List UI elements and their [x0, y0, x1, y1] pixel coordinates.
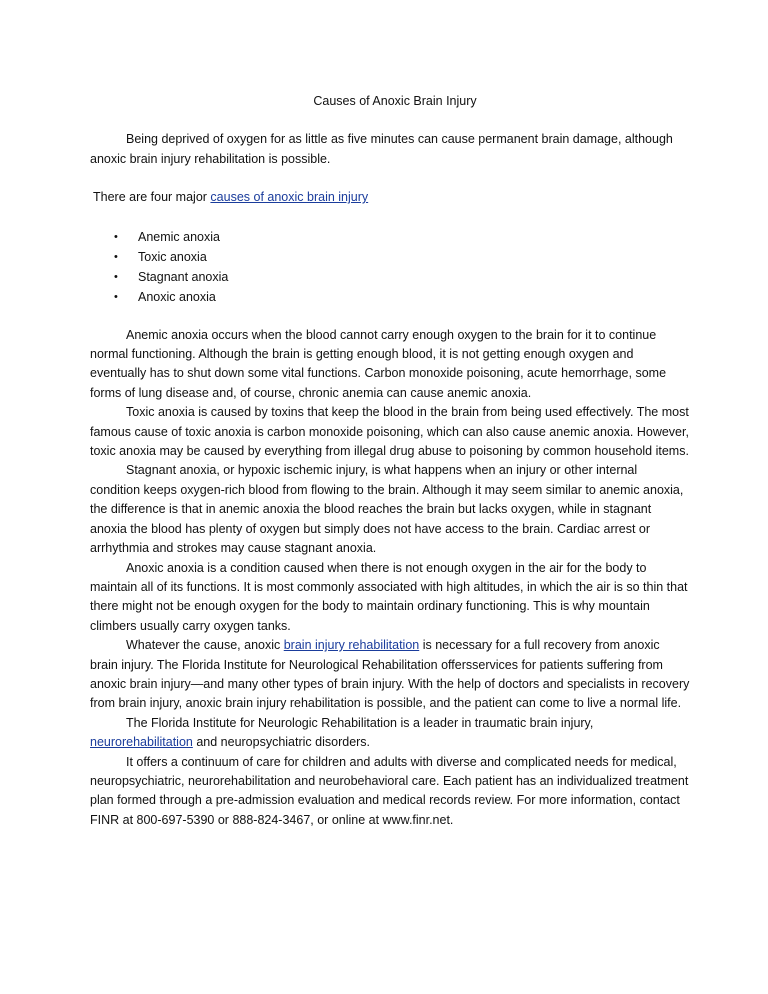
brain-injury-rehabilitation-link[interactable]: brain injury rehabilitation — [283, 638, 420, 653]
bullet-icon: • — [114, 290, 118, 303]
page-title: Causes of Anoxic Brain Injury — [313, 94, 477, 108]
cause-label: Toxic anoxia — [138, 249, 207, 264]
list-item — [90, 227, 690, 247]
anoxic-anoxia-paragraph: Anoxic anoxia is a condition caused when there is not enough oxygen in the air for the body to maintain all of its functions. It is most commonly associated with high altitudes, in which the air is so thin that there might not be enough oxygen for the body to maintain ordinary functioning. This is why mountain climbers usually carry oxygen tanks. — [90, 560, 688, 633]
causes-link[interactable]: causes of anoxic brain injury — [210, 190, 369, 205]
spacer — [90, 111, 690, 130]
list-item — [90, 287, 690, 307]
bullet-icon: • — [114, 270, 118, 283]
rehab-text-before: Whatever the cause, anoxic — [126, 638, 284, 653]
finr-paragraph — [90, 714, 690, 753]
causes-list — [90, 227, 690, 307]
intro-paragraph: Being deprived of oxygen for as little as five minutes can cause permanent brain damage, although anoxic brain injury rehabilitation is possible. — [90, 132, 673, 166]
finr-text-before: The Florida Institute for Neurologic Rehabilitation is a leader in traumatic brain injury, — [126, 715, 594, 730]
document-body — [90, 92, 690, 830]
rehabilitation-paragraph — [90, 636, 690, 714]
list-item — [90, 247, 690, 267]
spacer — [90, 169, 690, 188]
care-paragraph: It offers a continuum of care for children and adults with diverse and complicated needs for medical, neuropsychiatric, neurorehabilitation and neurobehavioral care. Each patient has an individualized treatment plan formed through a pre-admission evaluation and medical records review. For more information, contact FINR at 800-697-5390 or 888-824-3467, or online at www.finr.net. — [90, 754, 689, 827]
toxic-anoxia-paragraph: Toxic anoxia is caused by toxins that keep the blood in the brain from being used effectively. The most famous cause of toxic anoxia is carbon monoxide poisoning, which can also cause anemic anoxia. However, toxic anoxia may be caused by everything from illegal drug abuse to poisoning by common household items. — [90, 405, 689, 459]
list-item — [90, 267, 690, 287]
spacer — [90, 307, 690, 326]
stagnant-anoxia-paragraph: Stagnant anoxia, or hypoxic ischemic injury, is what happens when an injury or other internal condition keeps oxygen-rich blood from flowing to the brain. Although it may seem similar to anemic anoxia, the difference is that in anemic anoxia the blood reaches the brain but lacks oxygen, while in stagnant anoxia the blood has plenty of oxygen but simply does not have access to the brain. Cardiac arrest or arrhythmia and strokes may cause stagnant anoxia. — [90, 463, 684, 556]
list-intro — [90, 188, 690, 207]
list-intro-text: There are four major — [93, 190, 211, 205]
rehab-text-after: is necessary for a full recovery from anoxic brain injury. The Florida Institute for Neurological Rehabilitation offersservices for patients suffering from anoxic brain injury—and many other types of brain injury. With the help of doctors and specialists in recovery from brain injury, anoxic brain injury rehabilitation is possible, and the patient can come to live a normal life. — [90, 638, 690, 711]
bullet-icon: • — [114, 230, 118, 243]
neurorehabilitation-link[interactable]: neurorehabilitation — [90, 735, 193, 750]
cause-label: Anemic anoxia — [138, 229, 220, 244]
finr-text-after: and neuropsychiatric disorders. — [192, 735, 371, 750]
spacer — [90, 208, 690, 227]
anemic-anoxia-paragraph: Anemic anoxia occurs when the blood cannot carry enough oxygen to the brain for it to continue normal functioning. Although the brain is getting enough blood, it is not getting enough oxygen and eventually has to shut down some vital functions. Carbon monoxide poisoning, acute hemorrhage, some forms of lung disease and, of course, chronic anemia can cause anemic anoxia. — [90, 327, 667, 400]
cause-label: Anoxic anoxia — [138, 289, 216, 304]
bullet-icon: • — [114, 250, 118, 263]
cause-label: Stagnant anoxia — [138, 269, 229, 284]
